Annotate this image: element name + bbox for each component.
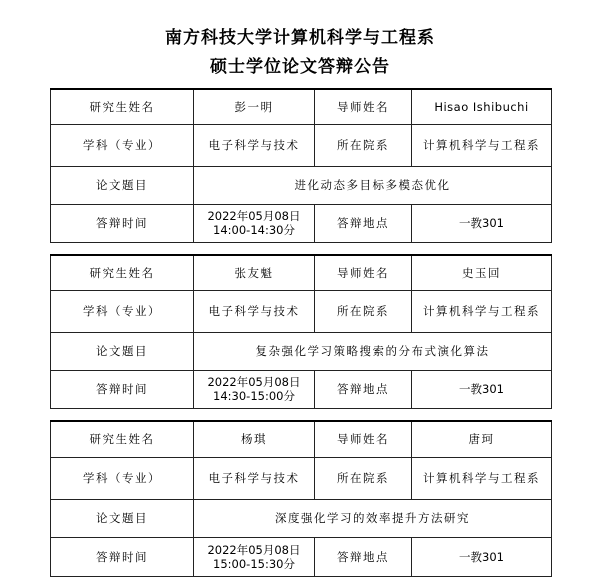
thesis-title-label: 论文题目 [51, 166, 194, 204]
department-value: 计算机科学与工程系 [412, 124, 552, 166]
defense-time-label: 答辩时间 [51, 204, 194, 242]
defense-table-1 [50, 88, 552, 243]
defense-place-value: 一教301 [412, 370, 552, 408]
thesis-title-value: 深度强化学习的效率提升方法研究 [194, 499, 552, 537]
department-label: 所在院系 [315, 457, 412, 499]
defense-time-value [194, 204, 315, 242]
defense-table-2 [50, 254, 552, 409]
student-name-value: 杨琪 [194, 421, 315, 457]
major-value: 电子科学与技术 [194, 124, 315, 166]
major-value: 电子科学与技术 [194, 290, 315, 332]
defense-time-value [194, 370, 315, 408]
department-label: 所在院系 [315, 124, 412, 166]
student-name-value: 张友魁 [194, 255, 315, 290]
department-label: 所在院系 [315, 290, 412, 332]
defense-table-3 [50, 420, 552, 577]
defense-date: 2022年05月08日 [207, 542, 301, 557]
advisor-name-value: Hisao Ishibuchi [412, 89, 552, 124]
advisor-name-value: 唐珂 [412, 421, 552, 457]
thesis-title-value: 复杂强化学习策略搜索的分布式演化算法 [194, 332, 552, 370]
advisor-name-label: 导师姓名 [315, 255, 412, 290]
student-name-label: 研究生姓名 [51, 89, 194, 124]
advisor-name-label: 导师姓名 [315, 421, 412, 457]
student-name-label: 研究生姓名 [51, 255, 194, 290]
advisor-name-label: 导师姓名 [315, 89, 412, 124]
defense-place-value: 一教301 [412, 537, 552, 576]
advisor-name-value: 史玉回 [412, 255, 552, 290]
major-label: 学科（专业） [51, 457, 194, 499]
department-value: 计算机科学与工程系 [412, 457, 552, 499]
thesis-title-label: 论文题目 [51, 499, 194, 537]
defense-place-value: 一教301 [412, 204, 552, 242]
defense-time-label: 答辩时间 [51, 537, 194, 576]
student-name-label: 研究生姓名 [51, 421, 194, 457]
defense-time-range: 15:00-15:30分 [213, 556, 295, 571]
thesis-title-label: 论文题目 [51, 332, 194, 370]
defense-time-range: 14:00-14:30分 [213, 223, 295, 237]
defense-time-label: 答辩时间 [51, 370, 194, 408]
defense-place-label: 答辩地点 [315, 204, 412, 242]
defense-place-label: 答辩地点 [315, 537, 412, 576]
major-value: 电子科学与技术 [194, 457, 315, 499]
defense-time-value [194, 537, 315, 576]
major-label: 学科（专业） [51, 290, 194, 332]
page-title: 南方科技大学计算机科学与工程系 [165, 28, 435, 48]
department-value: 计算机科学与工程系 [412, 290, 552, 332]
defense-time-range: 14:30-15:00分 [213, 389, 295, 403]
defense-date: 2022年05月08日 [207, 375, 301, 389]
page-subtitle: 硕士学位论文答辩公告 [210, 57, 390, 77]
defense-date: 2022年05月08日 [207, 209, 301, 223]
student-name-value: 彭一明 [194, 89, 315, 124]
major-label: 学科（专业） [51, 124, 194, 166]
defense-place-label: 答辩地点 [315, 370, 412, 408]
thesis-title-value: 进化动态多目标多模态优化 [194, 166, 552, 204]
